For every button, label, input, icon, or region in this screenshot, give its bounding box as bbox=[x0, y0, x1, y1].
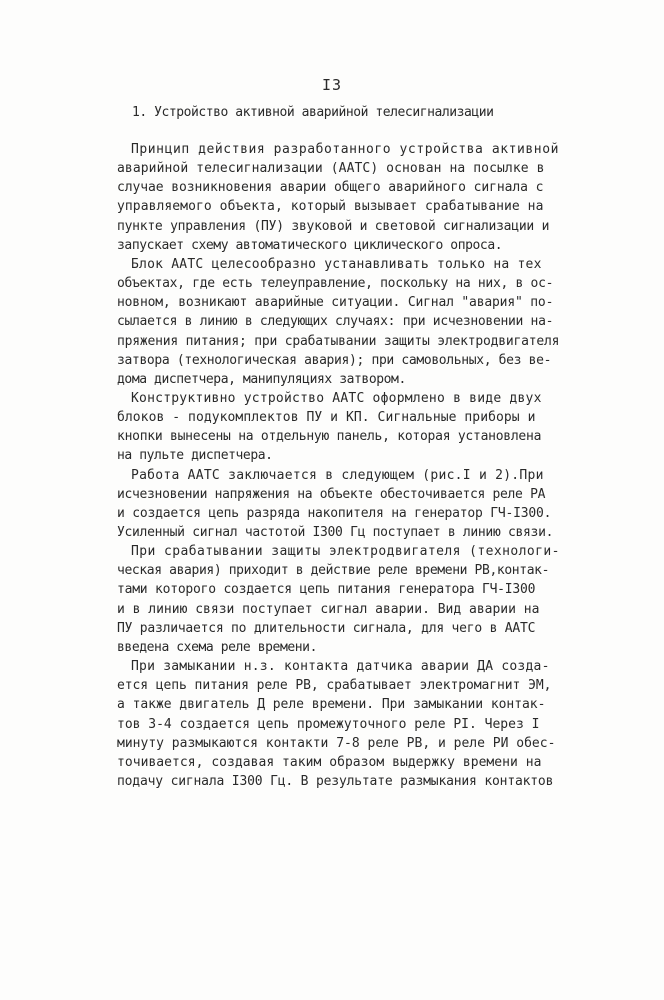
text-line: Принцип действия разработанного устройства активной bbox=[131, 142, 559, 157]
text-line: При срабатывании защиты электродвигателя (технологи- bbox=[131, 544, 560, 560]
text-line: введена схема реле времени. bbox=[117, 639, 317, 655]
text-line: минуту размыкаются контакти 7-8 реле РВ, и реле РИ обес- bbox=[117, 735, 556, 751]
text-line: ческая авария) приходит в действие реле времени РВ,контак- bbox=[117, 563, 550, 579]
text-line: Усиленный сигнал частотой I300 Гц поступает в линию связи. bbox=[117, 525, 554, 540]
text-line: управляемого объекта, который вызывает срабатывание на bbox=[117, 199, 544, 215]
text-line: Конструктивно устройство ААТС оформлено в виде двух bbox=[131, 390, 542, 406]
text-line: на пульте диспетчера. bbox=[117, 448, 273, 464]
page-number: I3 bbox=[321, 76, 343, 94]
text-line: подачу сигнала I300 Гц. В результате размыкания контактов bbox=[117, 773, 554, 789]
text-line: и в линию связи поступает сигнал аварии. Вид аварии на bbox=[117, 601, 540, 617]
text-line: аварийной телесигнализации (ААТС) основан на посылке в bbox=[117, 161, 545, 177]
text-line: При замыкании н.з. контакта датчика аварии ДА созда- bbox=[131, 659, 550, 675]
text-line: точивается, создавая таким образом выдержку времени на bbox=[117, 754, 542, 770]
text-line: Работа ААТС заключается в следующем (рис.I и 2).При bbox=[131, 467, 544, 483]
text-line: исчезновении напряжения на объекте обесточивается реле РА bbox=[117, 486, 546, 502]
text-line: затвора (технологическая авария); при самовольных, без ве- bbox=[117, 352, 552, 368]
text-line: блоков - подукомплектов ПУ и КП. Сигнальные приборы и bbox=[117, 410, 536, 426]
text-line: Блок ААТС целесообразно устанавливать только на тех bbox=[131, 256, 542, 272]
text-line: запускает схему автоматического циклического опроса. bbox=[117, 237, 503, 253]
text-line: тами которого создается цепь питания генератора ГЧ-I300 bbox=[117, 582, 536, 598]
text-line: и создается цепь разряда накопителя на генератор ГЧ-I300. bbox=[117, 505, 552, 521]
text-line: тов 3-4 создается цепь промежуточного реле РI. Через I bbox=[117, 716, 540, 732]
text-line: кнопки вынесены на отдельную панель, которая установлена bbox=[117, 429, 542, 445]
text-line: случае возникновения аварии общего аварийного сигнала с bbox=[117, 180, 544, 196]
text-line: дома диспетчера, манипуляциях затвором. bbox=[117, 371, 406, 387]
text-line: сылается в линию в следующих случаях: при исчезновении на- bbox=[117, 314, 554, 330]
text-line: а также двигатель Д реле времени. При замыкании контак- bbox=[117, 697, 546, 713]
text-line: объектах, где есть телеуправление, поскольку на них, в ос- bbox=[117, 276, 554, 292]
text-line: пункте управления (ПУ) звуковой и световой сигнализации и bbox=[117, 218, 550, 234]
text-line: пряжения питания; при срабатывании защиты электродвигателя bbox=[117, 333, 560, 349]
text-line: новном, возникают аварийные ситуации. Сигнал "авария" по- bbox=[117, 295, 554, 311]
text-line: ПУ различается по длительности сигнала, для чего в ААТС bbox=[117, 620, 536, 636]
text-line: ется цепь питания реле РВ, срабатывает электромагнит ЭМ, bbox=[117, 678, 552, 694]
section-heading: 1. Устройство активной аварийной телесигнализации bbox=[132, 105, 494, 120]
